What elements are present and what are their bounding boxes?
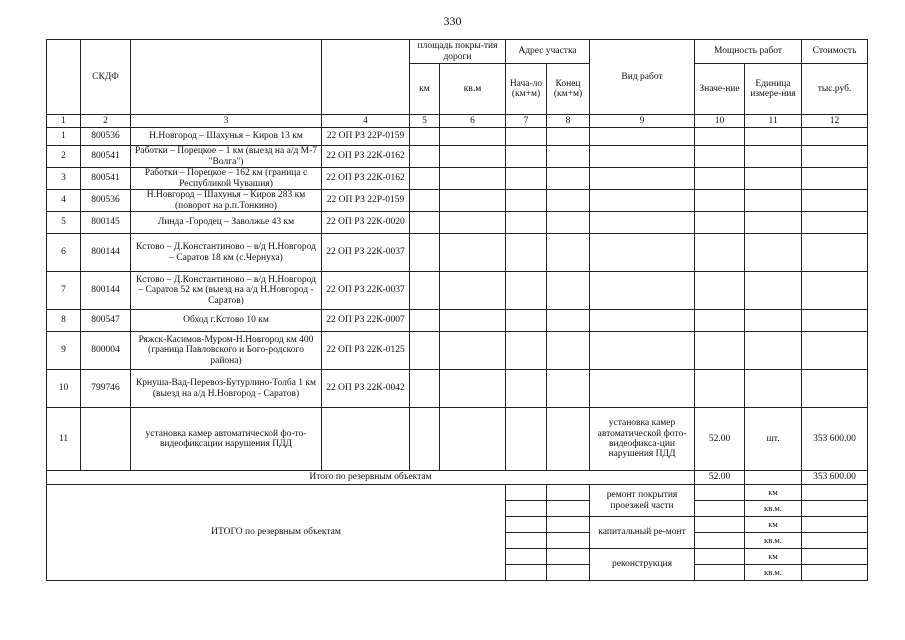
cell-cost [802, 370, 868, 408]
total-unit-km: км [745, 549, 802, 565]
cell-sqm [440, 168, 506, 190]
row-id: 22 ОП РЗ 22К-0037 [322, 272, 410, 310]
col-header-name [131, 40, 322, 115]
cell-value [695, 310, 745, 332]
table-row [47, 370, 868, 408]
row-unit: шт. [745, 408, 802, 471]
col-header-area: площадь покры-тия дороги [410, 40, 506, 64]
col-number: 9 [590, 115, 695, 128]
cell-start [506, 190, 547, 212]
row-name: Работки – Порецкое – 162 км (граница с Республикой Чувашия) [131, 168, 322, 190]
col-header-sqm: кв.м [440, 64, 506, 115]
row-id: 22 ОП РЗ 22Р-0159 [322, 190, 410, 212]
col-number: 11 [745, 115, 802, 128]
cell-end [547, 370, 590, 408]
row-number: 3 [47, 168, 81, 190]
cell-km [410, 168, 440, 190]
total-unit-sqm: кв.м. [745, 533, 802, 549]
cell-cost [802, 146, 868, 168]
col-number: 1 [47, 115, 81, 128]
page-number: 330 [443, 14, 462, 28]
row-name: Кстово – Д.Константиново – в/д Н.Новгород – Саратов 18 км (с.Чернуха) [131, 234, 322, 272]
cell-sqm [440, 408, 506, 471]
cell-end [547, 332, 590, 370]
cell-sqm [440, 332, 506, 370]
row-number: 5 [47, 212, 81, 234]
cell-end [547, 212, 590, 234]
row-name: установка камер автоматической фо-то- видеофиксации нарушения ПДД [131, 408, 322, 471]
cell-km [410, 128, 440, 146]
row-code: 800144 [81, 234, 131, 272]
cell-km [410, 234, 440, 272]
cell-value [695, 190, 745, 212]
cell-work-type [590, 212, 695, 234]
total-unit-sqm: кв.м. [745, 565, 802, 581]
row-name: Н.Новгород – Шахунья – Киров 13 км [131, 128, 322, 146]
cell-work-type [590, 310, 695, 332]
cell-value [695, 212, 745, 234]
row-number: 6 [47, 234, 81, 272]
cell-km [410, 332, 440, 370]
cell-km [410, 212, 440, 234]
cell-work-type [590, 234, 695, 272]
cell-cost [802, 332, 868, 370]
cell-sqm [440, 370, 506, 408]
col-header-work-type: Вид работ [590, 40, 695, 115]
col-header-end: Конец (км+м) [547, 64, 590, 115]
cell-start [506, 370, 547, 408]
cell-start [506, 272, 547, 310]
cell-cost [802, 128, 868, 146]
row-name: Линда -Городец – Заволжье 43 км [131, 212, 322, 234]
col-header-cost: Стоимость [802, 40, 868, 64]
cell-start [506, 212, 547, 234]
cell-value [695, 168, 745, 190]
row-name: Кpнуша-Вад-Перевоз-Бутурлино-Толба 1 км (выезд на а/д Н.Новгород - Саратов) [131, 370, 322, 408]
subtotal-label: Итого по резервным объектам [47, 471, 695, 485]
row-number: 1 [47, 128, 81, 146]
cell-sqm [440, 128, 506, 146]
row-id: 22 ОП РЗ 22К-0042 [322, 370, 410, 408]
cell-km [410, 370, 440, 408]
row-number: 2 [47, 146, 81, 168]
col-number: 3 [131, 115, 322, 128]
row-code: 800004 [81, 332, 131, 370]
col-header-skdf: СКДФ [81, 40, 131, 115]
table-row [47, 168, 868, 190]
row-name: Ряжск-Касимов-Муром-Н.Новгород км 400 (граница Павловского и Бого-родского района) [131, 332, 322, 370]
row-code: 799746 [81, 370, 131, 408]
cell-cost [802, 190, 868, 212]
cell-unit [745, 168, 802, 190]
table-row-install [47, 408, 868, 471]
col-header-start: Нача-ло (км+м) [506, 64, 547, 115]
row-id: 22 ОП РЗ 22К-0162 [322, 168, 410, 190]
table-row [47, 234, 868, 272]
row-name: Н.Новгород – Шахунья – Киров 283 км (поворот на р.п.Тонкино) [131, 190, 322, 212]
row-id: 22 ОП РЗ 22К-0037 [322, 234, 410, 272]
table-row [47, 128, 868, 146]
cell-cost [802, 310, 868, 332]
row-id: 22 ОП РЗ 22К-0020 [322, 212, 410, 234]
cell-end [547, 168, 590, 190]
row-number: 10 [47, 370, 81, 408]
cell-unit [745, 310, 802, 332]
cell-unit [745, 370, 802, 408]
table-row [47, 212, 868, 234]
cell-km [410, 272, 440, 310]
cell-unit [745, 332, 802, 370]
cell-start [506, 168, 547, 190]
total-capital: капитальный ре-монт [590, 517, 695, 549]
col-header-km: км [410, 64, 440, 115]
row-id: 22 ОП РЗ 22К-0162 [322, 146, 410, 168]
row-id [322, 408, 410, 471]
table-row [47, 310, 868, 332]
cell-unit [745, 272, 802, 310]
cell-sqm [440, 190, 506, 212]
col-header-capacity: Мощность работ [695, 40, 802, 64]
row-name: Кстово – Д.Константиново – в/д Н.Новгород – Саратов 52 км (выезд на а/д Н.Новгород - Саратов) [131, 272, 322, 310]
cell-end [547, 408, 590, 471]
cell-end [547, 310, 590, 332]
row-code: 800536 [81, 190, 131, 212]
col-number: 5 [410, 115, 440, 128]
row-number: 4 [47, 190, 81, 212]
cell-value [695, 370, 745, 408]
row-value: 52.00 [695, 408, 745, 471]
cell-value [695, 332, 745, 370]
subtotal-cost: 353 600.00 [802, 471, 868, 485]
cell-km [410, 190, 440, 212]
cell-unit [745, 234, 802, 272]
cell-sqm [440, 146, 506, 168]
row-number: 11 [47, 408, 81, 471]
cell-sqm [440, 310, 506, 332]
cell-end [547, 272, 590, 310]
total-unit-km: км [745, 485, 802, 501]
cell-work-type [590, 332, 695, 370]
cell-work-type [590, 190, 695, 212]
total-label: ИТОГО по резервным объектам [47, 485, 506, 581]
col-number: 6 [440, 115, 506, 128]
total-repair: ремонт покрытия проезжей части [590, 485, 695, 517]
cell-sqm [440, 234, 506, 272]
cell-value [695, 272, 745, 310]
col-header-address: Адрес участка [506, 40, 590, 64]
cell-cost [802, 168, 868, 190]
subtotal-unit [745, 471, 802, 485]
table-row [47, 272, 868, 310]
row-work-type: установка камер автоматической фото- видеофикса-ции нарушения ПДД [590, 408, 695, 471]
col-number: 8 [547, 115, 590, 128]
table-row [47, 146, 868, 168]
col-header-blank [47, 40, 81, 115]
total-reconstruction: реконструкция [590, 549, 695, 581]
cell-start [506, 408, 547, 471]
cell-end [547, 146, 590, 168]
row-id: 22 ОП РЗ 22К-0007 [322, 310, 410, 332]
col-header-id [322, 40, 410, 115]
row-name: Работки – Порецкое – 1 км (выезд на а/д М-7 "Волга") [131, 146, 322, 168]
cell-work-type [590, 370, 695, 408]
row-id: 22 ОП РЗ 22Р-0159 [322, 128, 410, 146]
cell-start [506, 146, 547, 168]
col-number: 10 [695, 115, 745, 128]
cell-end [547, 234, 590, 272]
row-id: 22 ОП РЗ 22К-0125 [322, 332, 410, 370]
column-numbers-row [47, 115, 868, 128]
cell-end [547, 190, 590, 212]
cell-value [695, 128, 745, 146]
total-unit-sqm: кв.м. [745, 501, 802, 517]
cell-cost [802, 234, 868, 272]
cell-work-type [590, 128, 695, 146]
cell-km [410, 146, 440, 168]
works-table [46, 39, 868, 581]
cell-value [695, 146, 745, 168]
cell-unit [745, 128, 802, 146]
row-code: 800144 [81, 272, 131, 310]
col-number: 7 [506, 115, 547, 128]
row-code: 800541 [81, 146, 131, 168]
col-number: 4 [322, 115, 410, 128]
col-header-cost-unit: тыс.руб. [802, 64, 868, 115]
row-code [81, 408, 131, 471]
cell-end [547, 128, 590, 146]
cell-start [506, 234, 547, 272]
subtotal-value: 52.00 [695, 471, 745, 485]
row-name: Обход г.Кстово 10 км [131, 310, 322, 332]
cell-sqm [440, 272, 506, 310]
row-code: 800541 [81, 168, 131, 190]
cell-work-type [590, 272, 695, 310]
row-code: 800547 [81, 310, 131, 332]
cell-sqm [440, 212, 506, 234]
cell-work-type [590, 168, 695, 190]
table-row [47, 332, 868, 370]
cell-start [506, 310, 547, 332]
cell-start [506, 332, 547, 370]
cell-work-type [590, 146, 695, 168]
table-row [47, 190, 868, 212]
cell-cost [802, 212, 868, 234]
col-header-unit: Единица измере-ния [745, 64, 802, 115]
cell-start [506, 128, 547, 146]
row-number: 9 [47, 332, 81, 370]
total-unit-km: км [745, 517, 802, 533]
header-row-1 [47, 40, 868, 64]
subtotal-row [47, 471, 868, 485]
total-row [47, 485, 868, 501]
cell-unit [745, 212, 802, 234]
col-number: 12 [802, 115, 868, 128]
cell-unit [745, 146, 802, 168]
col-header-value: Значе-ние [695, 64, 745, 115]
cell-km [410, 310, 440, 332]
col-number: 2 [81, 115, 131, 128]
row-number: 7 [47, 272, 81, 310]
cell-km [410, 408, 440, 471]
row-cost: 353 600.00 [802, 408, 868, 471]
cell-unit [745, 190, 802, 212]
cell-cost [802, 272, 868, 310]
row-code: 800536 [81, 128, 131, 146]
row-code: 800145 [81, 212, 131, 234]
cell-value [695, 234, 745, 272]
row-number: 8 [47, 310, 81, 332]
